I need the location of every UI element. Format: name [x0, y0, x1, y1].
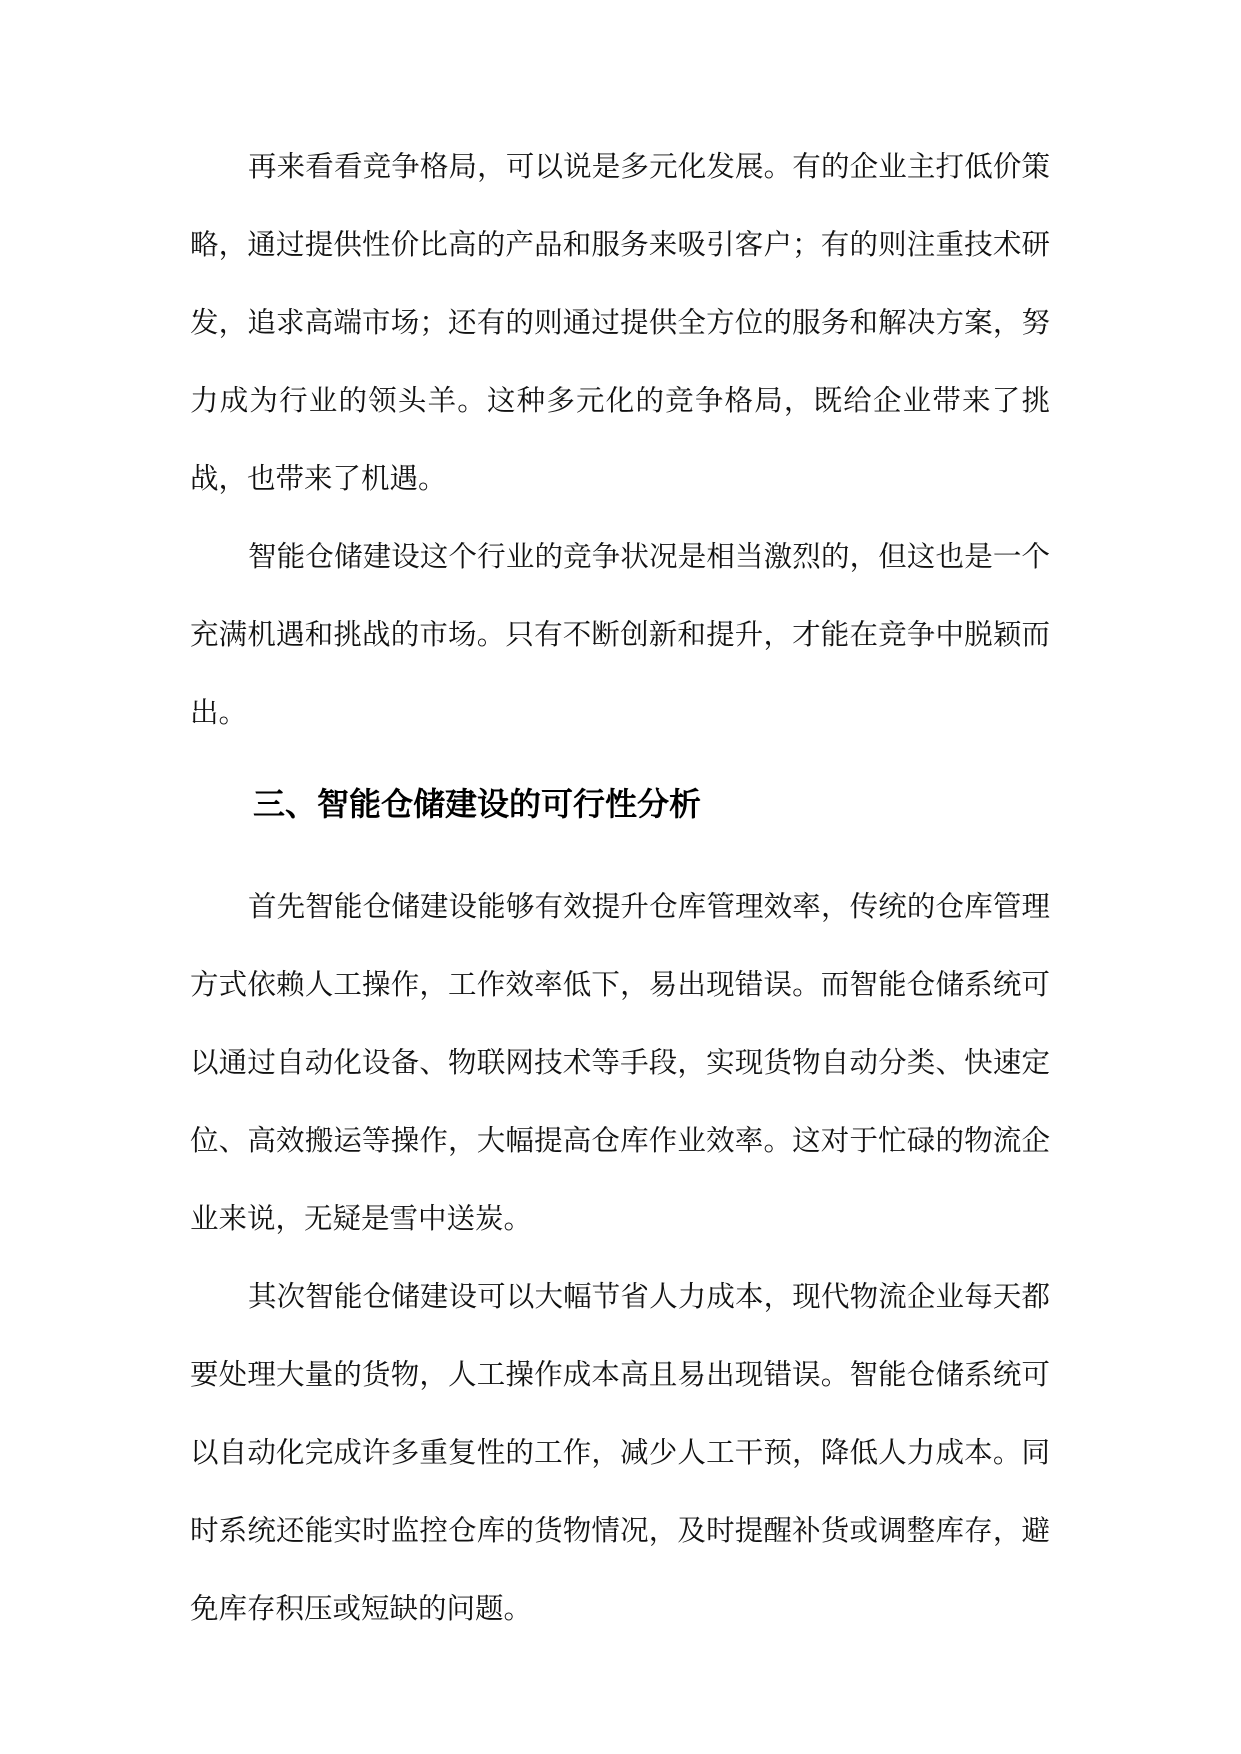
paragraph-labor-cost: 其次智能仓储建设可以大幅节省人力成本，现代物流企业每天都要处理大量的货物，人工操作成本高且易出现错误。智能仓储系统可以自动化完成许多重复性的工作，减少人工干预，降低人力成本。同时系统还能实时监控仓库的货物情况，及时提醒补货或调整库存，避免库存积压或短缺的问题。 [190, 1280, 1050, 1625]
section-heading-feasibility: 三、智能仓储建设的可行性分析 [253, 785, 702, 823]
paragraph-competition-landscape: 再来看看竞争格局，可以说是多元化发展。有的企业主打低价策略，通过提供性价比高的产品和服务来吸引客户；有的则注重技术研发，追求高端市场；还有的则通过提供全方位的服务和解决方案，努力成为行业的领头羊。这种多元化的竞争格局，既给企业带来了挑战，也带来了机遇。 [190, 150, 1050, 495]
paragraph-competition-summary: 智能仓储建设这个行业的竞争状况是相当激烈的，但这也是一个充满机遇和挑战的市场。只有不断创新和提升，才能在竞争中脱颖而出。 [190, 540, 1050, 729]
paragraph-efficiency: 首先智能仓储建设能够有效提升仓库管理效率，传统的仓库管理方式依赖人工操作，工作效率低下，易出现错误。而智能仓储系统可以通过自动化设备、物联网技术等手段，实现货物自动分类、快速定位、高效搬运等操作，大幅提高仓库作业效率。这对于忙碌的物流企业来说，无疑是雪中送炭。 [190, 890, 1050, 1235]
